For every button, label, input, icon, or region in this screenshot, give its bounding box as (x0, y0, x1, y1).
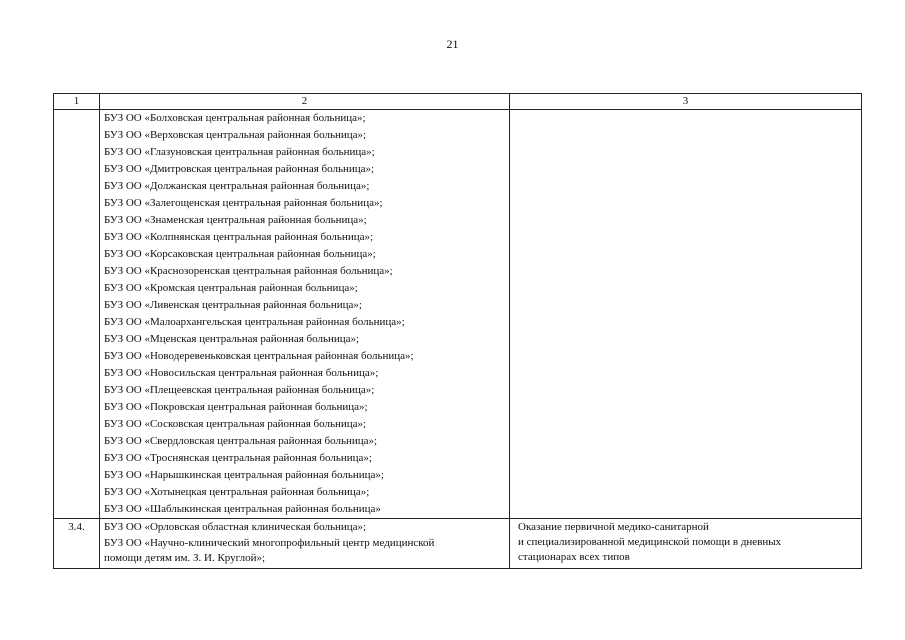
list-item: БУЗ ОО «Верховская центральная районная больница»; (104, 129, 367, 141)
service-description-cell (510, 110, 862, 519)
list-item: БУЗ ОО «Троснянская центральная районная больница»; (104, 452, 372, 464)
list-item: БУЗ ОО «Кромская центральная районная больница»; (104, 282, 358, 294)
list-item: БУЗ ОО «Хотынецкая центральная районная больница»; (104, 486, 370, 498)
list-item: БУЗ ОО «Шаблыкинская центральная районная больница» (104, 503, 381, 515)
institutions-table (53, 93, 862, 569)
list-item: БУЗ ОО «Малоархангельская центральная районная больница»; (104, 316, 405, 328)
table-row (54, 110, 862, 519)
list-item: БУЗ ОО «Покровская центральная районная больница»; (104, 401, 368, 413)
table-header-row (54, 94, 862, 110)
service-description-line: стационарах всех типов (518, 551, 630, 563)
list-item: БУЗ ОО «Научно-клинический многопрофильный центр медицинской (104, 537, 435, 549)
list-item: БУЗ ОО «Болховская центральная районная больница»; (104, 112, 366, 124)
header-col-1: 1 (54, 94, 100, 110)
header-col-2: 2 (100, 94, 510, 110)
institution-list (100, 519, 510, 569)
service-description-line: и специализированной медицинской помощи в дневных (518, 536, 782, 548)
list-item: БУЗ ОО «Свердловская центральная районная больница»; (104, 435, 378, 447)
page-number: 21 (446, 37, 459, 51)
list-item: БУЗ ОО «Новосильская центральная районная больница»; (104, 367, 379, 379)
list-item: БУЗ ОО «Сосковская центральная районная больница»; (104, 418, 367, 430)
list-item: БУЗ ОО «Глазуновская центральная районная больница»; (104, 146, 375, 158)
list-item: БУЗ ОО «Колпнянская центральная районная больница»; (104, 231, 374, 243)
list-item: БУЗ ОО «Ливенская центральная районная больница»; (104, 299, 362, 311)
list-item: БУЗ ОО «Мценская центральная районная больница»; (104, 333, 360, 345)
list-item: БУЗ ОО «Дмитровская центральная районная больница»; (104, 163, 375, 175)
institution-list (100, 110, 510, 519)
list-item: БУЗ ОО «Корсаковская центральная районная больница»; (104, 248, 376, 260)
list-item: БУЗ ОО «Знаменская центральная районная больница»; (104, 214, 367, 226)
service-description-cell (510, 519, 862, 569)
list-item: БУЗ ОО «Орловская областная клиническая больница»; (104, 521, 367, 533)
list-item: БУЗ ОО «Должанская центральная районная больница»; (104, 180, 370, 192)
row-number: 3.4. (54, 519, 100, 569)
list-item: БУЗ ОО «Залегощенская центральная районная больница»; (104, 197, 383, 209)
list-item: БУЗ ОО «Нарышкинская центральная районная больница»; (104, 469, 384, 481)
list-item: БУЗ ОО «Новодеревеньковская центральная районная больница»; (104, 350, 414, 362)
list-item: помощи детям им. З. И. Круглой»; (104, 552, 266, 564)
header-col-3: 3 (510, 94, 862, 110)
list-item: БУЗ ОО «Краснозоренская центральная районная больница»; (104, 265, 393, 277)
row-number (54, 110, 100, 519)
list-item: БУЗ ОО «Плещеевская центральная районная больница»; (104, 384, 375, 396)
service-description-line: Оказание первичной медико-санитарной (518, 521, 709, 533)
table-row (54, 519, 862, 569)
